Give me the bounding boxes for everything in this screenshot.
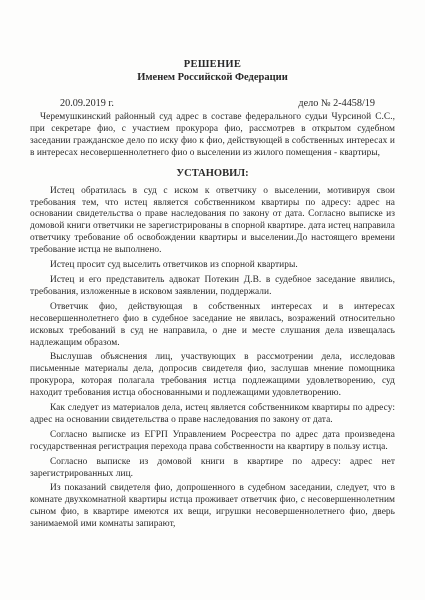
paragraph-claim: Истец обратилась в суд с иском к ответчику о выселении, мотивируя свои требования тем, что истец является собственником квартиры по адресу: адрес на основании свидетельства о праве наследования по закону от дата. Согласно выписке из домовой книги ответчики не зарегистрированы в спорной квартире. дата истец направила ответчику требование об освобождении квартиры и выселении.До настоящего времени требование истца не выполнено.: [30, 185, 395, 256]
paragraph-request: Истец просит суд выселить ответчиков из спорной квартиры.: [50, 260, 298, 271]
paragraph-court-findings: Выслушав объяснения лиц, участвующих в рассмотрении дела, исследовав письменные материалы дела, допросив свидетеля фио, заслушав мнение помощника прокурора, которая полагала требования истца подлежащими удовлетворению, суд находит требования истца обоснованными и подлежащими удовлетворению.: [30, 352, 395, 399]
document-subtitle: Именем Российской Федерации: [137, 72, 288, 83]
paragraph-egrp-extract: Согласно выписке из ЕГРП Управлением Росреестра по адрес дата произведена государственная регистрация перехода права собственности на квартиру в пользу истца.: [30, 429, 395, 452]
paragraph-ownership: Как следует из материалов дела, истец является собственником квартиры по адресу: адрес на основании свидетельства о праве наследования по закону от дата.: [30, 403, 395, 425]
paragraph-defendant-absence: Ответчик фио, действующая в собственных интересах и в интересах несовершеннолетнего фио в судебное заседание не явилась, возражений относительно исковых требований в суд не направила, о дне и месте слушания дела извещалась надлежащим образом.: [30, 301, 395, 348]
paragraph-witness: Из показаний свидетеля фио, допрошенного в судебном заседании, следует, что в комнате двухкомнатной квартиры истца проживает ответчик фио, с несовершеннолетним сыном фио, в квартире имеются их вещи, игрушки несовершеннолетнего фио, дверь занимаемой ими комнаты запирают,: [30, 483, 395, 530]
document-title: РЕШЕНИЕ: [183, 59, 242, 70]
intro-paragraph: Черемушкинский районный суд адрес в составе федерального судьи Чурсиной С.С., при секретаре фио, с участием прокурора фио, рассмотрев в открытом судебном заседании гражданское дело по иску фио к фио, действующей в собственных интересах и в интересах несовершеннолетнего фио о выселении из жилого помещения - квартиры,: [30, 112, 395, 158]
paragraph-plaintiff-appearance: Истец и его представитель адвокат Потекин Д.В. в судебное заседание явились, требования, изложенные в исковом заявлении, поддержали.: [30, 274, 395, 297]
case-number: дело № 2-4458/19: [298, 98, 375, 109]
paragraph-house-book: Согласно выписке из домовой книги в квартире по адресу: адрес нет зарегистрированных лиц.: [30, 456, 395, 479]
date-case-row: [30, 97, 395, 110]
decision-date: 20.09.2019 г.: [60, 98, 114, 109]
section-heading: УСТАНОВИЛ:: [176, 167, 249, 179]
